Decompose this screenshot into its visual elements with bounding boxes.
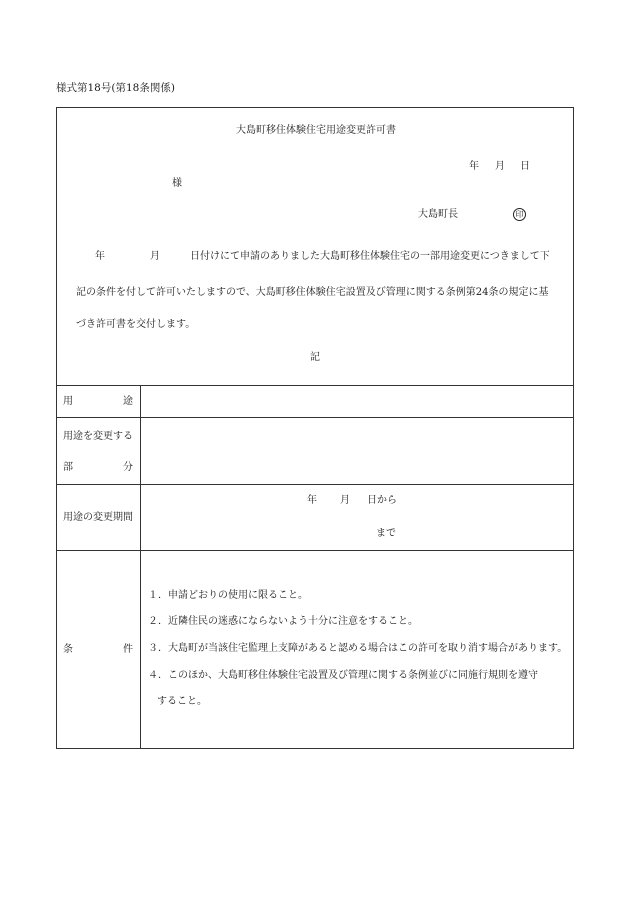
condition-item: １．申請どおりの使用に限ること。	[148, 590, 308, 601]
issuer-name: 大島町長	[418, 209, 458, 220]
body-line-2: 記の条件を付して許可いたしますので、大島町移住体験住宅設置及び管理に関する条例第24条の規定に基	[76, 287, 549, 298]
body-month-label: 月	[150, 251, 160, 262]
addressee-suffix: 様	[172, 178, 182, 189]
row-divider-use	[56, 417, 574, 418]
table-top-divider	[56, 385, 574, 386]
conditions-label-a: 条	[63, 644, 73, 655]
date-day: 日	[520, 161, 530, 172]
document-title: 大島町移住体験住宅用途変更許可書	[236, 125, 396, 136]
conditions-label-b: 件	[123, 644, 133, 655]
part-label-line1: 用途を変更する	[63, 431, 133, 442]
body-line-1: 日付けにて申請のありました大島町移住体験住宅の一部用途変更につきまして下	[190, 251, 550, 262]
use-label-b: 途	[123, 396, 133, 407]
part-label-line2	[63, 462, 133, 474]
date-year: 年	[469, 161, 479, 172]
part-label-b: 分	[123, 462, 133, 473]
use-label	[63, 396, 133, 408]
use-label-a: 用	[63, 396, 73, 407]
row-divider-part	[56, 484, 574, 485]
condition-item: ２．近隣住民の迷惑にならないよう十分に注意をすること。	[148, 616, 418, 627]
body-year-label: 年	[95, 251, 105, 262]
period-month: 月	[340, 495, 350, 506]
part-label-a: 部	[63, 462, 73, 473]
body-line-3: づき許可書を交付します。	[76, 319, 196, 330]
condition-item: ３．大島町が当該住宅監理上支障があると認める場合はこの許可を取り消す場合があります。	[148, 643, 568, 654]
seal-mark: 印	[513, 208, 526, 221]
row-divider-period	[56, 550, 574, 551]
period-from: 日から	[367, 495, 397, 506]
label-column-divider	[140, 385, 141, 749]
date-month: 月	[495, 161, 505, 172]
period-until: まで	[376, 528, 396, 539]
ki-mark: 記	[310, 352, 320, 363]
period-label: 用途の変更期間	[63, 512, 133, 523]
condition-item-continuation: すること。	[157, 696, 207, 707]
form-number: 様式第18号(第18条関係)	[56, 82, 175, 94]
period-year: 年	[307, 495, 317, 506]
conditions-label	[63, 644, 133, 656]
condition-item: ４．このほか、大島町移住体験住宅設置及び管理に関する条例並びに同施行規則を遵守	[148, 670, 538, 681]
